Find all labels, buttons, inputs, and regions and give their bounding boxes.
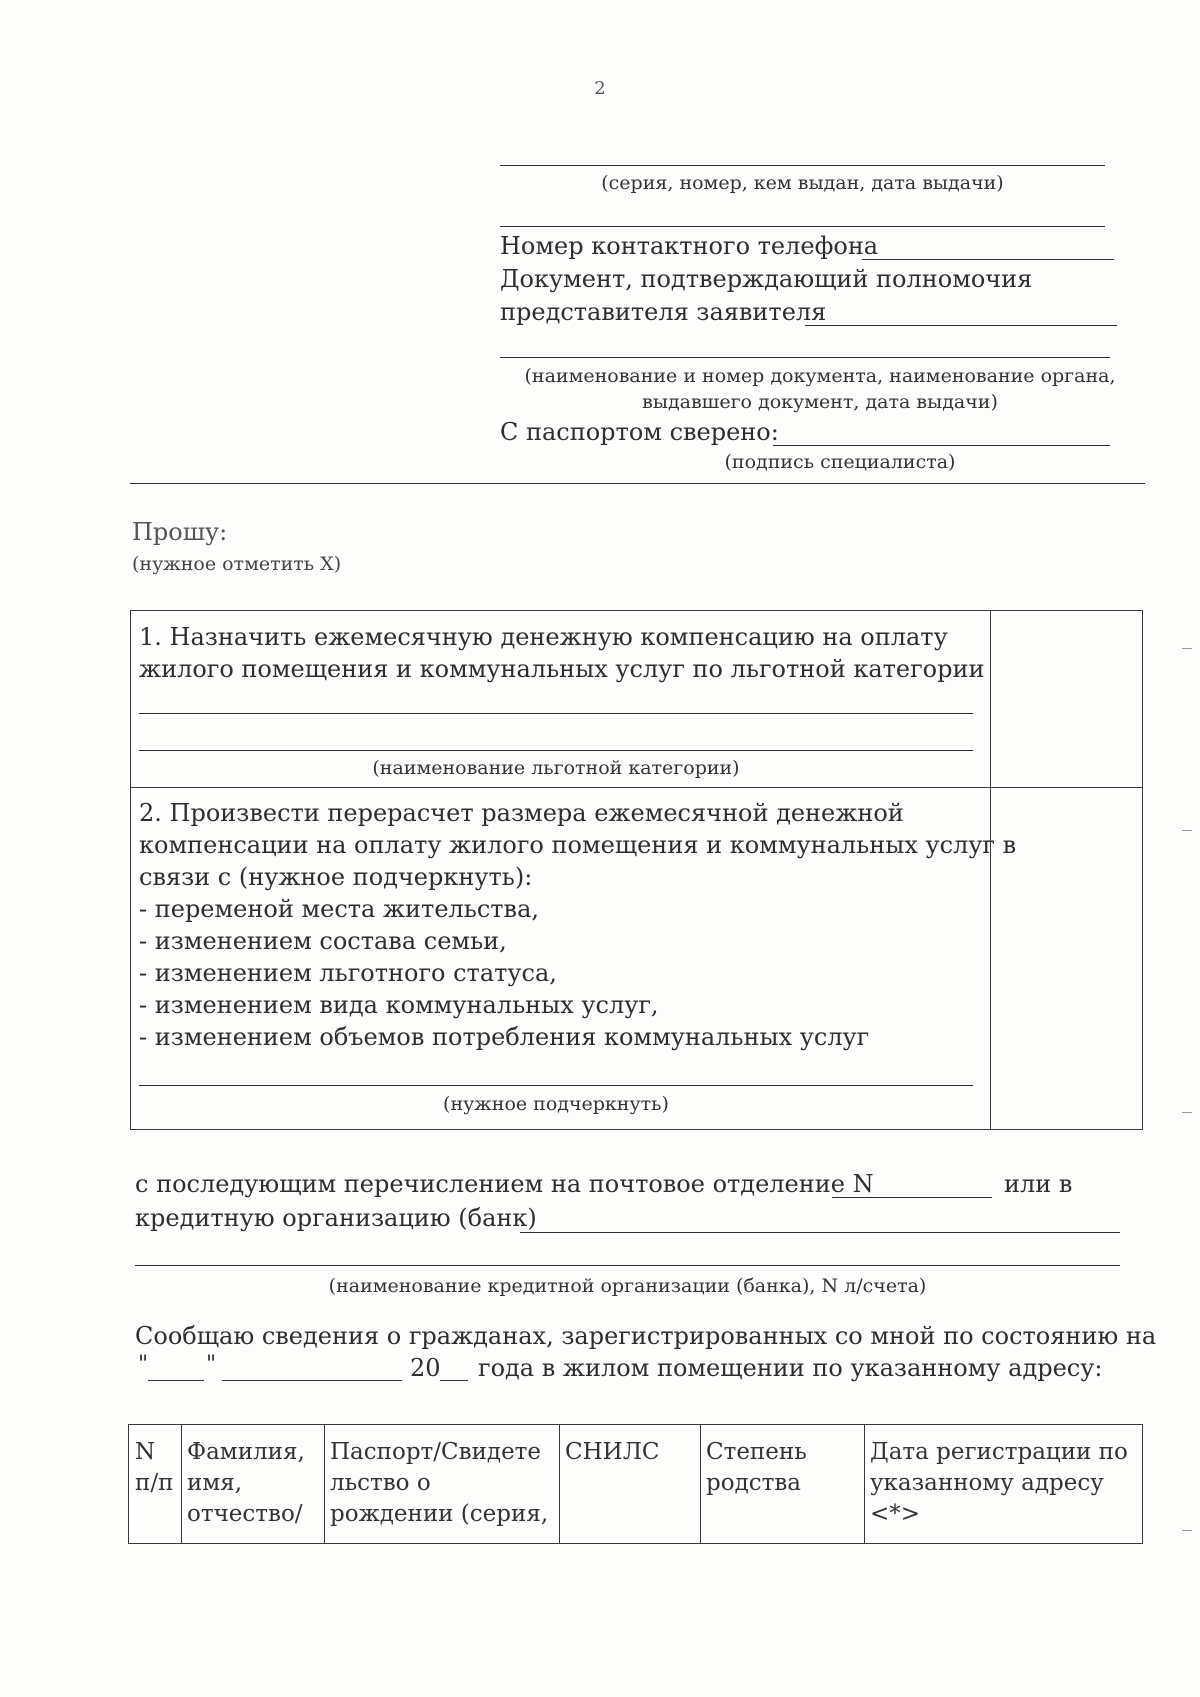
passport-line[interactable] xyxy=(500,165,1105,166)
authority-doc-label-1: Документ, подтверждающий полномочия xyxy=(500,265,1033,293)
transfer-caption: (наименование кредитной организации (банка), N л/счета) xyxy=(328,1275,927,1297)
header-full-name: Фамилия, имя, отчество/ xyxy=(187,1439,305,1527)
date-year-field[interactable] xyxy=(440,1380,468,1381)
header-snils: СНИЛС xyxy=(565,1439,660,1465)
scan-mark xyxy=(1182,830,1192,831)
header-registration-date: Дата регистрации по указанному адресу <*> xyxy=(870,1439,1128,1527)
residents-table xyxy=(128,1424,1143,1544)
authority-doc-line[interactable] xyxy=(500,357,1110,358)
date-month-field[interactable] xyxy=(222,1380,402,1381)
request-options-table xyxy=(130,610,1143,1130)
representative-field[interactable] xyxy=(805,325,1117,326)
transfer-line1: с последующим перечислением на почтовое отделение N xyxy=(135,1170,874,1198)
date-day-field[interactable] xyxy=(148,1380,204,1381)
residents-intro-line2: года в жилом помещении по указанному адресу: xyxy=(478,1354,1103,1382)
option1-checkbox[interactable] xyxy=(991,611,1143,787)
option2-underline xyxy=(139,1085,973,1086)
option2-checkbox[interactable] xyxy=(991,788,1143,1130)
option1-line1: 1. Назначить ежемесячную денежную компенсацию на оплату xyxy=(139,623,948,651)
bank-account-field[interactable] xyxy=(135,1265,1120,1266)
date-quote-open: " xyxy=(138,1352,149,1377)
signature-caption: (подпись специалиста) xyxy=(724,451,956,473)
scan-mark xyxy=(1182,1112,1192,1113)
reason-item[interactable]: - изменением льготного статуса, xyxy=(139,959,557,987)
verified-signature-field[interactable] xyxy=(773,445,1110,446)
transfer-line2: кредитную организацию (банк) xyxy=(135,1204,537,1232)
scan-mark xyxy=(1182,648,1192,649)
phone-label: Номер контактного телефона xyxy=(500,232,879,260)
benefit-category-field[interactable] xyxy=(139,713,973,714)
bank-field[interactable] xyxy=(520,1232,1120,1233)
option2-line3: связи с (нужное подчеркнуть): xyxy=(139,863,533,891)
request-hint: (нужное отметить X) xyxy=(132,553,342,575)
reason-item[interactable]: - изменением объемов потребления коммунальных услуг xyxy=(139,1023,870,1051)
date-quote-close: " xyxy=(206,1352,217,1377)
doc-caption-2: выдавшего документ, дата выдачи) xyxy=(642,391,998,413)
doc-caption-1: (наименование и номер документа, наименование органа, xyxy=(524,365,1116,387)
passport-line-2[interactable] xyxy=(500,226,1105,227)
phone-field[interactable] xyxy=(862,259,1114,260)
year-prefix: 20 xyxy=(410,1354,441,1382)
transfer-or: или в xyxy=(1004,1170,1073,1198)
header-relationship: Степень родства xyxy=(706,1439,807,1496)
post-office-field[interactable] xyxy=(832,1197,992,1198)
header-passport: Паспорт/Свидете льство о рождении (серия, xyxy=(330,1439,549,1527)
option2-line1: 2. Произвести перерасчет размера ежемесячной денежной xyxy=(139,799,904,827)
passport-caption: (серия, номер, кем выдан, дата выдачи) xyxy=(601,172,1004,194)
reason-item[interactable]: - переменой места жительства, xyxy=(139,895,540,923)
verified-label: С паспортом сверено: xyxy=(500,418,779,446)
benefit-category-field-2[interactable] xyxy=(139,750,973,751)
page-number: 2 xyxy=(594,78,606,99)
option1-line2: жилого помещения и коммунальных услуг по льготной категории xyxy=(139,655,985,683)
request-title: Прошу: xyxy=(132,518,228,546)
option2-caption: (нужное подчеркнуть) xyxy=(443,1093,669,1115)
header-number: N п/п xyxy=(135,1439,174,1496)
reason-item[interactable]: - изменением вида коммунальных услуг, xyxy=(139,991,659,1019)
authority-doc-label-2: представителя заявителя xyxy=(500,298,827,326)
section-divider xyxy=(130,483,1145,484)
residents-intro-line1: Сообщаю сведения о гражданах, зарегистрированных со мной по состоянию на xyxy=(135,1322,1157,1350)
reason-item[interactable]: - изменением состава семьи, xyxy=(139,927,507,955)
option2-line2: компенсации на оплату жилого помещения и коммунальных услуг в xyxy=(139,831,1017,859)
scan-mark xyxy=(1182,1530,1192,1531)
option1-caption: (наименование льготной категории) xyxy=(372,757,740,779)
